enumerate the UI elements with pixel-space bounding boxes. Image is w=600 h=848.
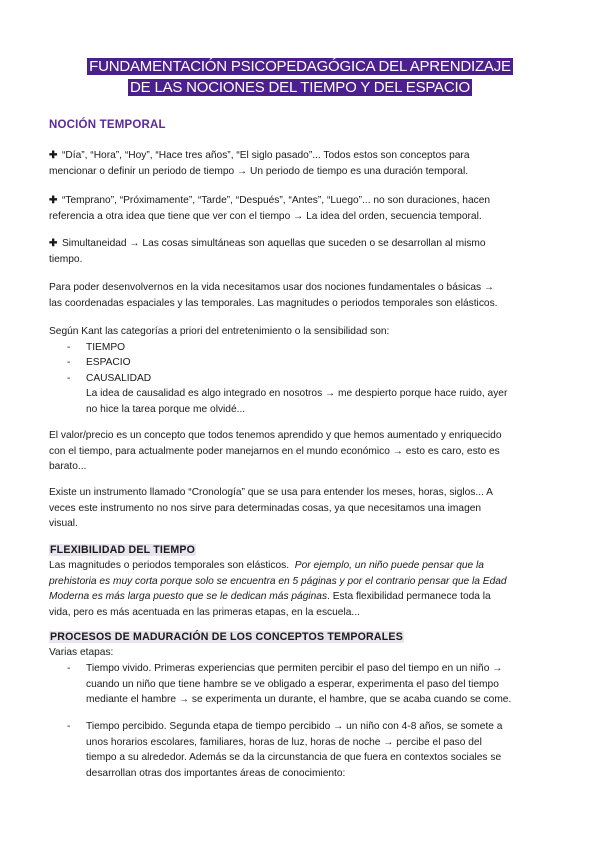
paragraph-simultaneidad: [49, 236, 549, 267]
title-line-1: FUNDAMENTACIÓN PSICOPEDAGÓGICA DEL APRENDIZAJE: [89, 58, 511, 75]
italic-span: Por ejemplo, un niño puede pensar que la: [294, 560, 484, 571]
section-heading-procesos: [49, 630, 549, 646]
text-line: Existe un instrumento llamado “Cronología” que se usa para entender los meses, horas, siglos... A: [49, 487, 493, 498]
list-item: [49, 661, 549, 677]
text-line: Tiempo vivido. Primeras experiencias que permiten percibir el paso del tiempo en un niño →: [86, 663, 503, 674]
paragraph-orden: [49, 193, 549, 224]
text-line: Tiempo percibido. Segunda etapa de tiempo percibido → un niño con 4-8 años, se somete a: [86, 721, 503, 732]
paragraph-periodo: [49, 148, 549, 179]
text-line: tiempo a su alrededor. Además se da la circunstancia de que fuera en contextos sociales se: [86, 752, 502, 764]
text-line: desarrollan otras dos importantes áreas de conocimiento:: [86, 767, 346, 779]
text-line: Según Kant las categorías a priori del entretenimiento o la sensibilidad son:: [49, 326, 390, 337]
plus-bullet-icon: ✚: [49, 195, 58, 206]
text-line: Para poder desenvolvernos en la vida necesitamos usar dos nociones fundamentales o básicas →: [49, 282, 495, 293]
plus-bullet-icon: ✚: [49, 238, 58, 249]
list-item-note: [49, 402, 549, 418]
list-item: [49, 340, 549, 356]
text-line: tiempo.: [49, 253, 83, 265]
paragraph-nociones: [49, 280, 549, 311]
dash-bullet: -: [67, 372, 71, 384]
dash-bullet: -: [67, 663, 71, 674]
text-line: las coordenadas espaciales y las temporales. Las magnitudes o periodos temporales son elásticos.: [49, 297, 498, 309]
dash-bullet: -: [67, 357, 71, 369]
title-line-2: DE LAS NOCIONES DEL TIEMPO Y DEL ESPACIO: [130, 79, 470, 96]
list-item-note: [49, 386, 549, 402]
text-line: mediante el hambre → se experimenta un durante, el hambre, que se acaba cuando se come.: [86, 694, 512, 706]
text-line: con el tiempo, para actualmente poder manejarnos en el mundo económico → esto es caro, esto es: [49, 445, 500, 457]
section-heading-text: FLEXIBILIDAD DEL TIEMPO: [50, 544, 196, 556]
text-line: visual.: [49, 518, 78, 530]
section-heading-flexibilidad: [49, 543, 549, 559]
text-line: cuando un niño que tiene hambre se ve obligado a esperar, experimenta el paso del tiempo: [86, 678, 499, 690]
text-span: Las magnitudes o periodos temporales son elásticos.: [49, 560, 295, 571]
list-item-text: CAUSALIDAD: [86, 372, 152, 384]
text-span: . Esta flexibilidad permanece toda la: [327, 591, 491, 603]
list-item: [49, 355, 549, 371]
text-line: referencia a otra idea que tiene que ver con el tiempo → La idea del orden, secuencia temporal.: [49, 210, 482, 222]
italic-line: prehistoria es muy corta porque solo se encuentra en 5 páginas y por el contrario pensar que la Edad: [49, 575, 507, 587]
paragraph-kant: [49, 324, 549, 418]
italic-span: Moderna es más larga puesto que se le dedican más páginas: [49, 591, 328, 603]
section-heading-text: PROCESOS DE MADURACIÓN DE LOS CONCEPTOS TEMPORALES: [50, 631, 403, 643]
text-line: no hice la tarea porque me olvidé...: [86, 403, 246, 415]
dash-bullet: -: [67, 341, 71, 353]
text-line: unos horarios escolares, familiares, horas de luz, horas de noche → percibe el paso del: [86, 736, 482, 748]
text-line: La idea de causalidad es algo integrado en nosotros → me despierto porque hace ruido, ayer: [86, 388, 508, 400]
stage-tiempo-percibido: [49, 719, 549, 781]
paragraph-valor: [49, 428, 549, 475]
stage-tiempo-vivido: [49, 661, 549, 708]
list-item: [49, 371, 549, 387]
paragraph-cronologia: [49, 485, 549, 532]
text-line: vida, pero es más acentuada en las primeras etapas, en la escuela...: [49, 606, 360, 618]
list-item-text: TIEMPO: [86, 341, 126, 353]
text-line: El valor/precio es un concepto que todos tenemos aprendido y que hemos aumentado y enriquecido: [49, 430, 502, 441]
plus-bullet-icon: ✚: [49, 150, 58, 161]
list-item: [49, 719, 549, 735]
text-line: barato...: [49, 461, 87, 473]
paragraph-etapas-intro: Varias etapas:: [49, 647, 114, 658]
list-item-text: ESPACIO: [86, 357, 131, 369]
text-line: “Día”, “Hora”, “Hoy”, “Hace tres años”, “El siglo pasado”... Todos estos son conceptos para: [62, 150, 470, 161]
text-line: Simultaneidad → Las cosas simultáneas son aquellas que suceden o se desarrollan al mismo: [62, 238, 486, 249]
dash-bullet: -: [67, 721, 71, 732]
text-line: veces este instrumento no nos sirve para determinadas cosas, ya que necesitamos una imagen: [49, 502, 482, 514]
kant-list: [49, 340, 549, 418]
document-title: [0, 56, 600, 98]
section-heading-nocion-temporal: NOCIÓN TEMPORAL: [49, 119, 166, 131]
text-line: “Temprano”, “Próximamente”, “Tarde”, “Después”, “Antes”, “Luego”... no son duraciones, hacen: [62, 195, 491, 206]
text-line: mencionar o definir un periodo de tiempo → Un periodo de tiempo es una duración temporal.: [49, 165, 469, 177]
paragraph-flexibilidad: [49, 558, 549, 620]
